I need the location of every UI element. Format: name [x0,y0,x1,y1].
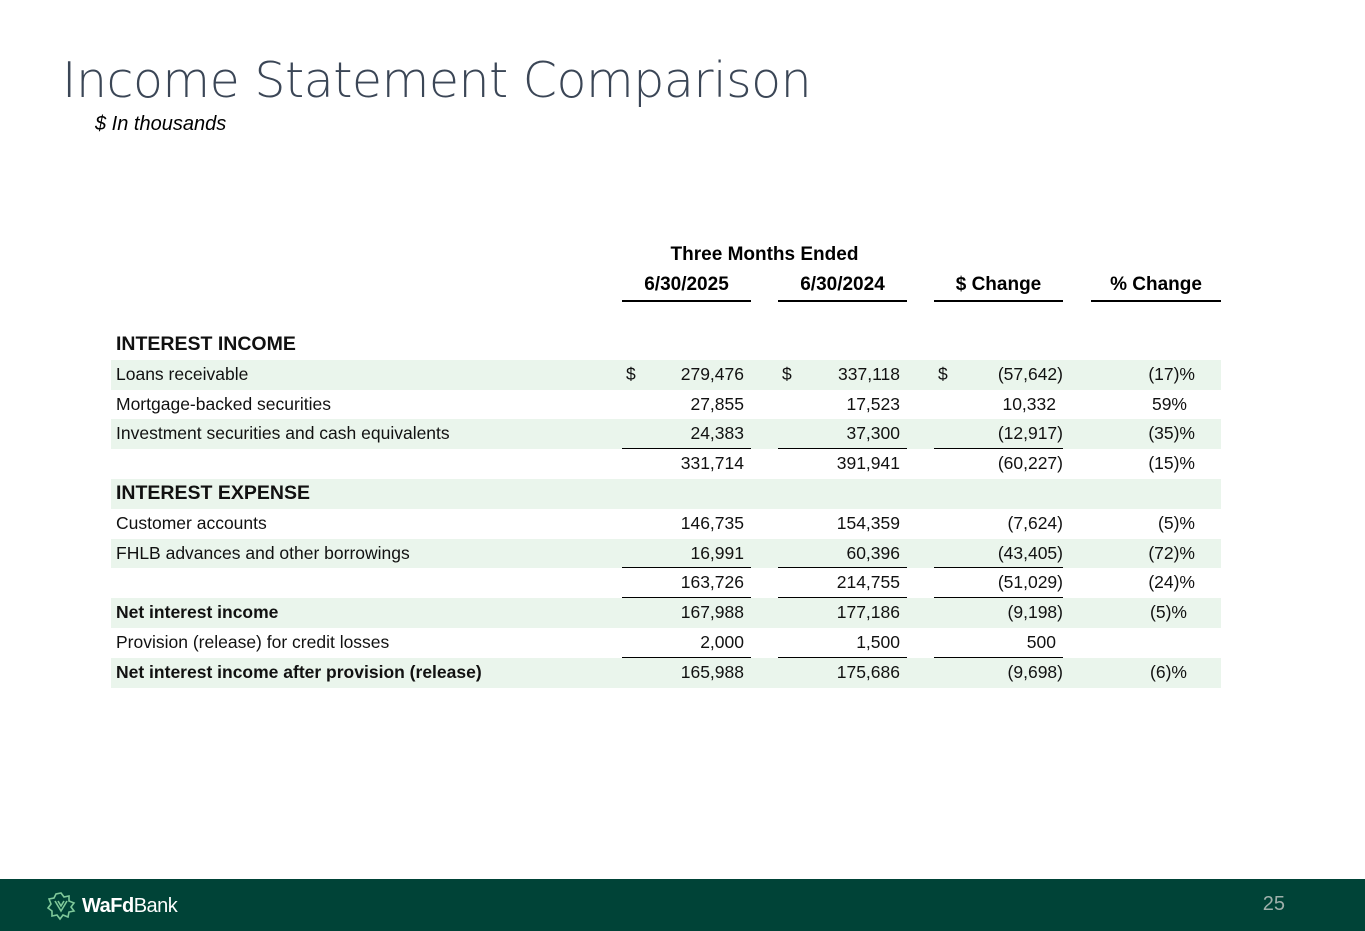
value-dollar-change: (60,227) [997,453,1063,474]
value-percent-change: (5)% [1158,512,1195,533]
table-row [111,658,1221,688]
header-three-months-ended: Three Months Ended [670,244,859,265]
value-2025: 2,000 [622,628,751,658]
wafd-logo-icon [46,891,76,921]
row-label: Customer accounts [116,512,267,533]
footer-bar [0,879,1365,931]
value-percent-change: (24)% [1148,572,1195,593]
statement-rows [111,330,1221,688]
header-dollar-change: $ Change [934,274,1063,302]
row-label: Net interest income [116,602,279,623]
header-col-2024: 6/30/2024 [778,274,907,302]
table-row-subtotal [111,568,1221,598]
value-2025: 163,726 [622,568,751,598]
table-row [111,598,1221,628]
table-row [111,628,1221,658]
value-percent-change: (6)% [1150,661,1187,682]
value-dollar-change: $ (57,642) [934,360,1063,390]
value-dollar-change: 10,332 [1002,393,1056,414]
value-2024: 175,686 [836,661,900,682]
value-dollar-change: (9,698) [1007,661,1063,682]
value-dollar-change: 500 [934,628,1063,658]
row-label: Net interest income after provision (release) [116,661,482,682]
value-2025: 146,735 [680,512,744,533]
value-2025: 24,383 [622,419,751,449]
header-col-2025: 6/30/2025 [622,274,751,302]
value-percent-change: (72)% [1148,542,1195,563]
table-row [111,539,1221,569]
value-percent-change: (17)% [1148,363,1195,384]
brand-logo [46,890,177,922]
table-row [111,419,1221,449]
value-percent-change [1105,628,1195,658]
row-label: INTEREST EXPENSE [116,481,310,504]
currency-symbol: $ [782,363,792,384]
value-2025: 167,988 [680,602,744,623]
value-2025: 16,991 [622,539,751,569]
value-dollar-change: (43,405) [934,539,1063,569]
table-row [111,479,1221,509]
value-2024: 214,755 [778,568,907,598]
row-label [116,568,616,598]
header-percent-change: % Change [1091,274,1221,302]
value-2024: 37,300 [778,419,907,449]
row-label: INTEREST INCOME [116,333,296,355]
currency-symbol: $ [626,363,636,384]
value-dollar-change: (9,198) [1007,602,1063,623]
page-number: 25 [1262,893,1285,915]
value-dollar-change: (12,917) [934,419,1063,449]
table-row-subtotal [111,449,1221,479]
value-percent-change: 59% [1151,393,1187,414]
value-dollar-change: (51,029) [934,568,1063,598]
value-2025: 331,714 [680,453,744,474]
table-row [111,509,1221,539]
brand-name: WaFdBank [82,894,178,917]
page-title: Income Statement Comparison [62,52,812,109]
row-label: Investment securities and cash equivalents [116,423,450,444]
value-2025: $ 279,476 [622,360,751,390]
row-label: FHLB advances and other borrowings [116,542,410,563]
value-2024: $ 337,118 [778,360,907,390]
value-2025: 27,855 [690,393,744,414]
table-row [111,360,1221,390]
value-2024: 177,186 [836,602,900,623]
value-percent-change: (35)% [1148,423,1195,444]
value-2024: 60,396 [778,539,907,569]
value-2024: 1,500 [778,628,907,658]
row-label [116,449,616,479]
currency-symbol: $ [938,363,948,384]
value-2024: 154,359 [836,512,900,533]
page-subtitle: $ In thousands [95,113,227,135]
row-label: Provision (release) for credit losses [116,631,390,652]
table-row [111,390,1221,420]
table-row [111,330,1221,360]
value-percent-change: (15)% [1148,453,1195,474]
value-2024: 17,523 [846,393,900,414]
value-dollar-change: (7,624) [1007,512,1063,533]
value-2025: 165,988 [680,661,744,682]
row-label: Loans receivable [116,363,249,384]
value-percent-change: (5)% [1150,602,1187,623]
value-2024: 391,941 [836,453,900,474]
row-label: Mortgage-backed securities [116,393,331,414]
